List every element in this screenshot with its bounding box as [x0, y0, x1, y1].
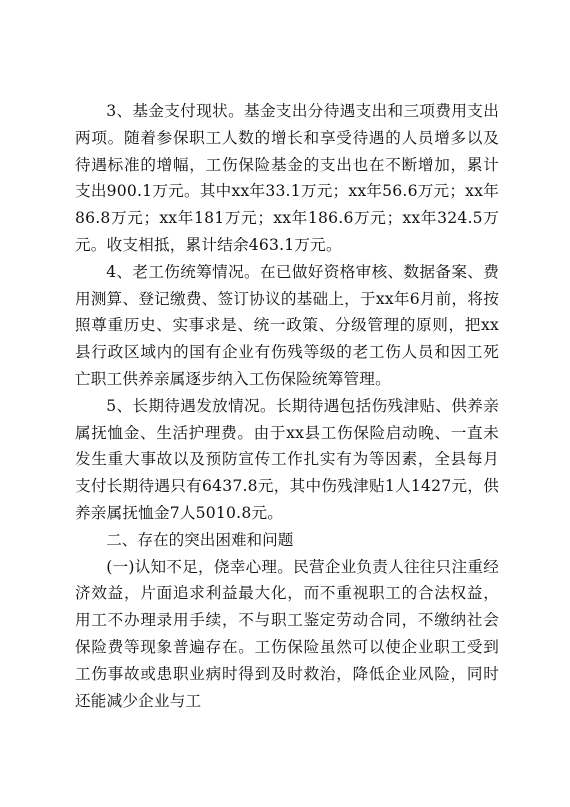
paragraph-insufficient-awareness: (一)认知不足，侥幸心理。民营企业负责人往往只注重经济效益，片面追求利益最大化，而不重视职工的合法权益，用工不办理录用手续，不与职工鉴定劳动合同，不缴纳社会保险费等现象普遍存在。工伤保险虽然可以使企业职工受到工伤事故或患职业病时得到及时救治，降低企业风险，同时还能减少企业与工 [75, 557, 499, 710]
paragraph-long-term-benefits: 5、长期待遇发放情况。长期待遇包括伤残津贴、供养亲属抚恤金、生活护理费。由于xx县工伤保险启动晚、一直未发生重大事故以及预防宣传工作扎实有为等因素，全县每月支付长期待遇只有6437.8元，其中伤残津贴1人1427元，供养亲属抚恤金7人5010.8元。 [75, 396, 499, 522]
paragraph-old-work-injury-pooling: 4、老工伤统筹情况。在已做好资格审核、数据备案、费用测算、登记缴费、签订协议的基础上，于xx年6月前，将按照尊重历史、实事求是、统一政策、分级管理的原则，把xx县行政区域内的国有企业有伤残等级的老工伤人员和因工死亡职工供养亲属逐步纳入工伤保险统筹管理。 [75, 262, 499, 388]
document-body [75, 98, 499, 714]
paragraph-fund-payment-status: 3、基金支付现状。基金支出分待遇支出和三项费用支出两项。随着参保职工人数的增长和享受待遇的人员增多以及待遇标准的增幅，工伤保险基金的支出也在不断增加，累计支出900.1万元。其中xx年33.1万元；xx年56.6万元；xx年86.8万元；xx年181万元；xx年186.6万元；xx年324.5万元。收支相抵，累计结余463.1万元。 [75, 102, 499, 254]
section-heading-problems: 二、存在的突出困难和问题 [106, 530, 294, 549]
